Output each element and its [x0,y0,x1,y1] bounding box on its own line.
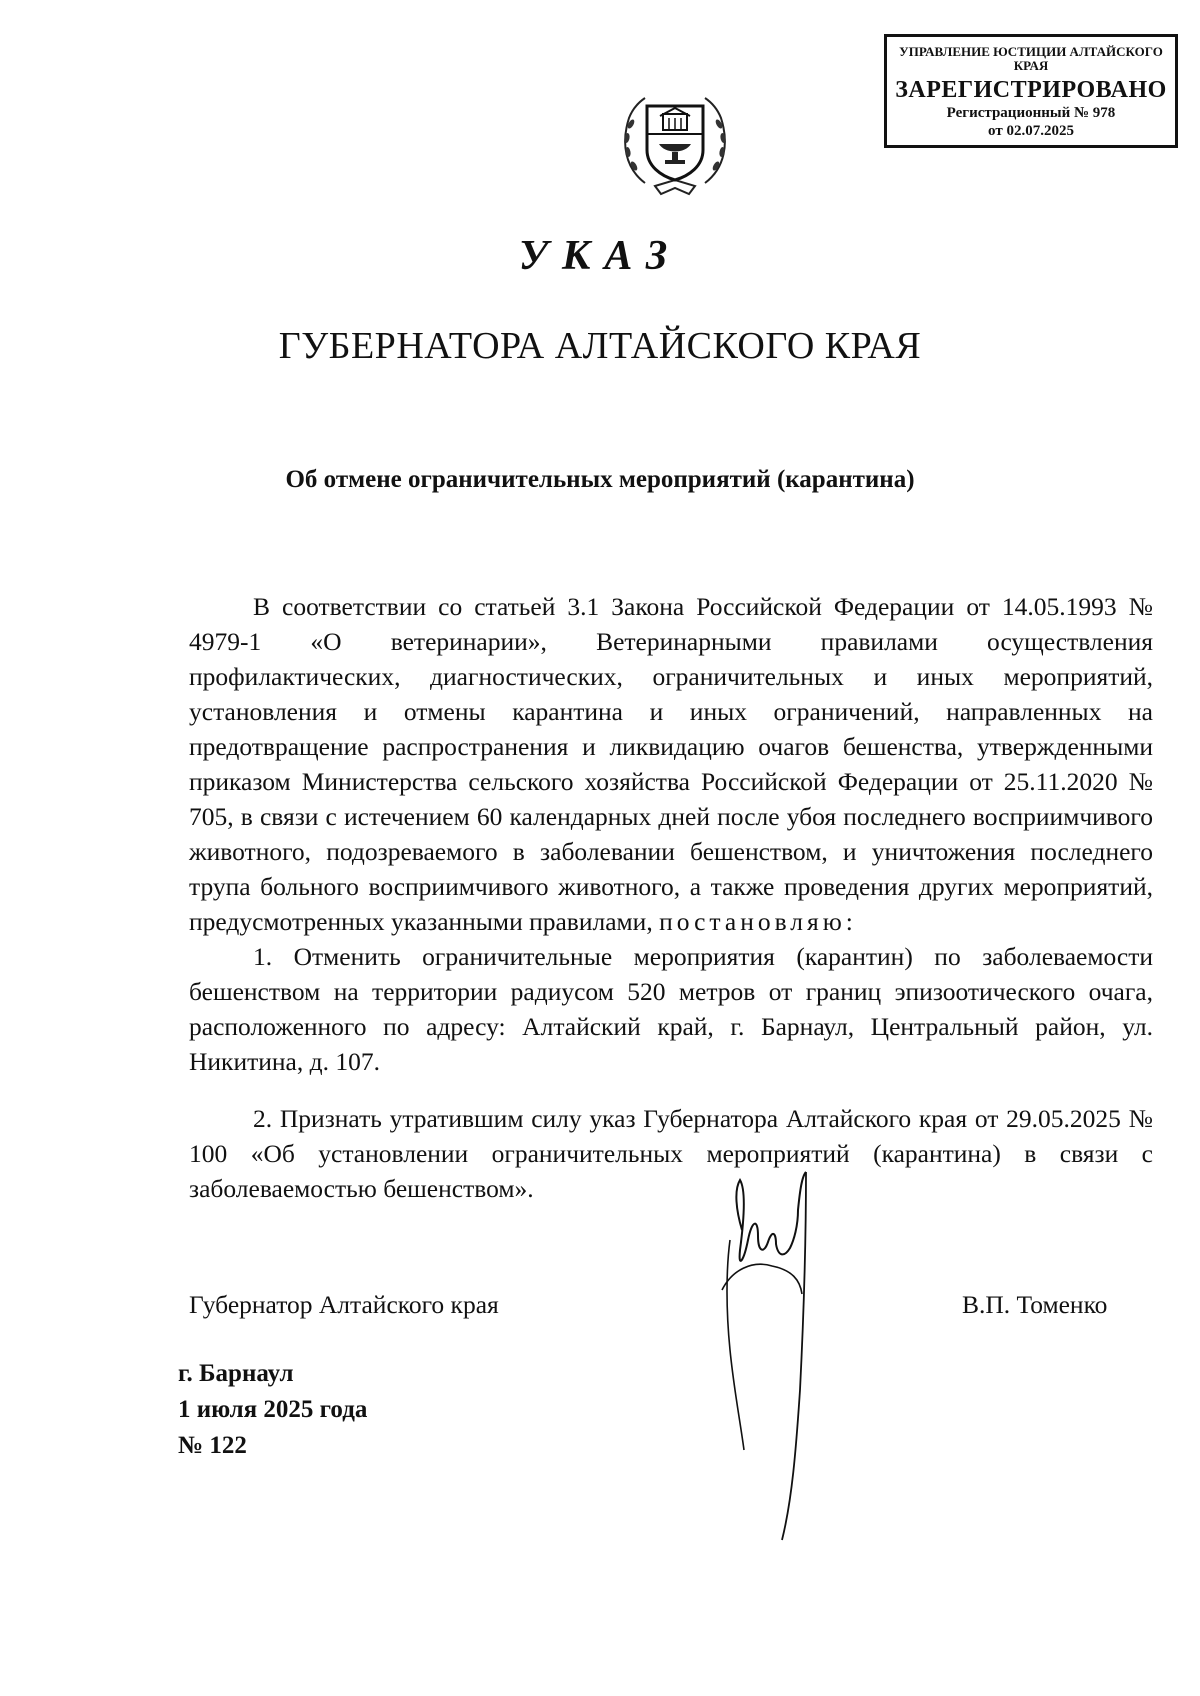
stamp-status: ЗАРЕГИСТРИРОВАНО [895,77,1167,103]
registration-stamp [884,34,1178,148]
handwritten-signature-icon [682,1170,852,1550]
signer-position: Губернатор Алтайского края [189,1290,499,1319]
stamp-reg-number: Регистрационный № 978 [946,105,1116,121]
stamp-org: УПРАВЛЕНИЕ ЮСТИЦИИ АЛТАЙСКОГО КРАЯ [899,44,1163,73]
decree-item-1: 1. Отменить ограничительные мероприятия (карантин) по заболеваемости бешенством на территории радиусом 520 метров от границ эпизоотического очага, расположенного по адресу: Алтайский край, г. Барнаул, Центральный район, ул. Никитина, д. 107. [189,942,1153,1076]
decree-word: постановляю: [659,907,857,936]
document-subject: Об отмене ограничительных мероприятий (карантина) [285,466,915,493]
preamble-text: В соответствии со статьей 3.1 Закона Российской Федерации от 14.05.1993 № 4979-1 «О ветеринарии», Ветеринарными правилами осуществления профилактических, диагностических, ограничительных и иных мероприятий, установления и отмены карантина и иных ограничений, направленных на предотвращение распространения и ликвидацию очагов бешенства, утвержденными приказом Министерства сельского хозяйства Российской Федерации от 25.11.2020 № 705, в связи с истечением 60 календарных дней после убоя последнего восприимчивого животного, подозреваемого в заболевании бешенством, и уничтожения последнего трупа больного восприимчивого животного, а также проведения других мероприятий, предусмотренных указанными правилами, [189,592,1153,936]
stamp-reg-date: от 02.07.2025 [988,123,1074,139]
signer-name: В.П. Томенко [962,1290,1108,1319]
preamble-paragraph [189,589,1153,939]
issue-date: 1 июля 2025 года [178,1396,368,1423]
issue-city: г. Барнаул [178,1360,294,1387]
document-issuer: ГУБЕРНАТОРА АЛТАЙСКОГО КРАЯ [278,325,922,367]
document-type: УКАЗ [518,233,682,279]
coat-of-arms-icon [615,88,735,200]
issue-place-block [178,1356,367,1464]
issue-number: № 122 [178,1432,247,1459]
document-body [189,589,1153,1206]
decree-item-2: 2. Признать утратившим силу указ Губернатора Алтайского края от 29.05.2025 № 100 «Об установлении ограничительных мероприятий (карантина) в связи с заболеваемостью бешенством». [189,1104,1153,1203]
